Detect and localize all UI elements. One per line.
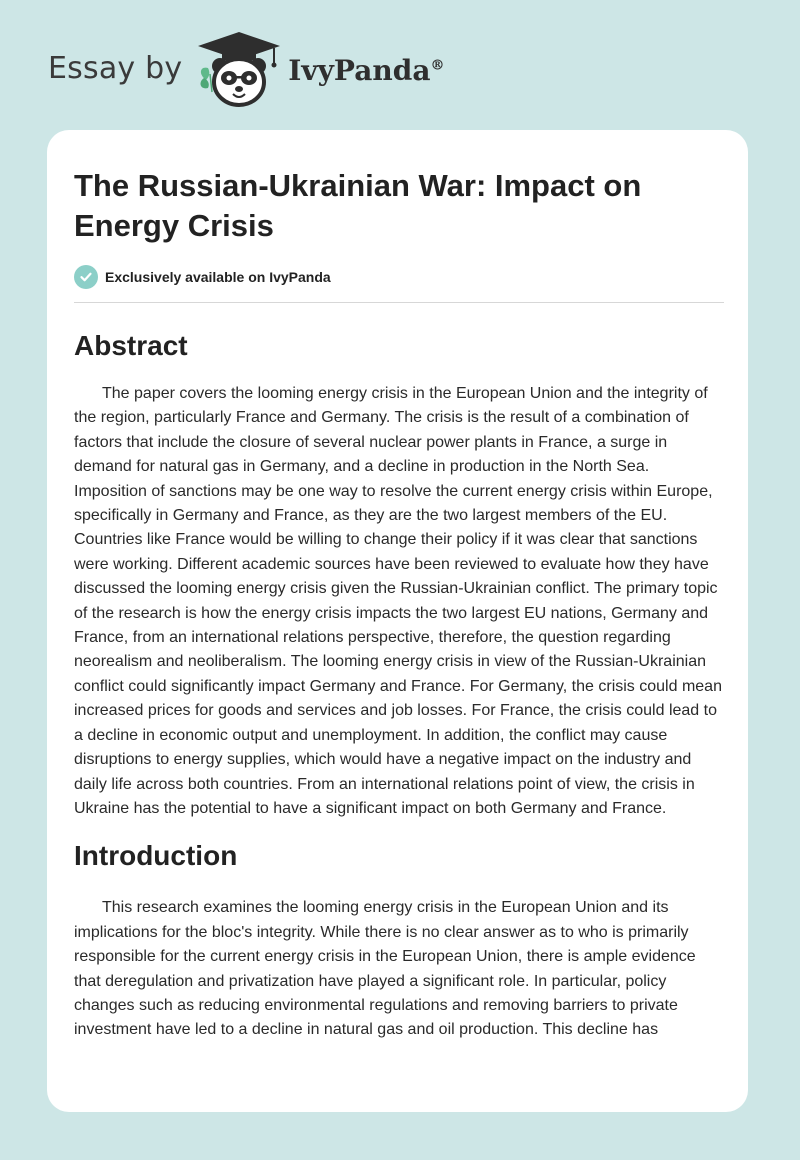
exclusive-badge	[74, 265, 724, 289]
introduction-paragraph: This research examines the looming energy crisis in the European Union and its implications for the bloc's integrity. While there is no clear answer as to who is primarily responsible for the current energy crisis in the European Union, there is ample evidence that deregulation and privatization have played a significant role. In particular, policy changes such as reducing environmental regulations and removing barriers to private investment have led to a decline in natural gas and oil production. This decline has	[74, 899, 696, 1039]
site-header	[48, 30, 444, 110]
article-card	[47, 130, 748, 1112]
checkmark-icon	[74, 265, 98, 289]
brand-text: IvyPanda	[288, 53, 431, 87]
exclusive-badge-text: Exclusively available on IvyPanda	[105, 269, 331, 285]
article-title: The Russian-Ukrainian War: Impact on Energy Crisis	[74, 168, 642, 243]
abstract-paragraph: The paper covers the looming energy crisis in the European Union and the integrity of the region, particularly France and Germany. The crisis is the result of a combination of factors that include the closure of several nuclear power plants in France, a surge in demand for natural gas in Germany, and a decline in production in the North Sea. Imposition of sanctions may be one way to resolve the current energy crisis within Europe, specifically in Germany and France, as they are the two largest members of the EU. Countries like France would be willing to change their policy if it was clear that sanctions were working. Different academic sources have been reviewed to evaluate how they have discussed the looming energy crisis given the Russian-Ukrainian conflict. The primary topic of the research is how the energy crisis impacts the two largest EU nations, Germany and France, from an international relations perspective, therefore, the question regarding neorealism and neoliberalism. The looming energy crisis in view of the Russian-Ukrainian conflict could significantly impact Germany and France. For Germany, the crisis could mean increased prices for goods and services and job losses. For France, the crisis could lead to a decline in economic output and unemployment. In addition, the conflict may cause disruptions to energy supplies, which would have a negative impact on the industry and daily life across both countries. From an international relations point of view, the crisis in Ukraine has the potential to have a significant impact on both Germany and France.	[74, 385, 722, 817]
registered-mark: ®	[430, 57, 445, 74]
section-heading-introduction: Introduction	[74, 840, 238, 872]
section-heading-abstract: Abstract	[74, 330, 188, 361]
brand-name[interactable]	[288, 54, 444, 87]
article-content	[74, 166, 724, 1043]
title-divider	[74, 302, 724, 303]
essay-by-label: Essay by	[48, 50, 183, 86]
ivypanda-logo-icon[interactable]	[196, 30, 282, 110]
